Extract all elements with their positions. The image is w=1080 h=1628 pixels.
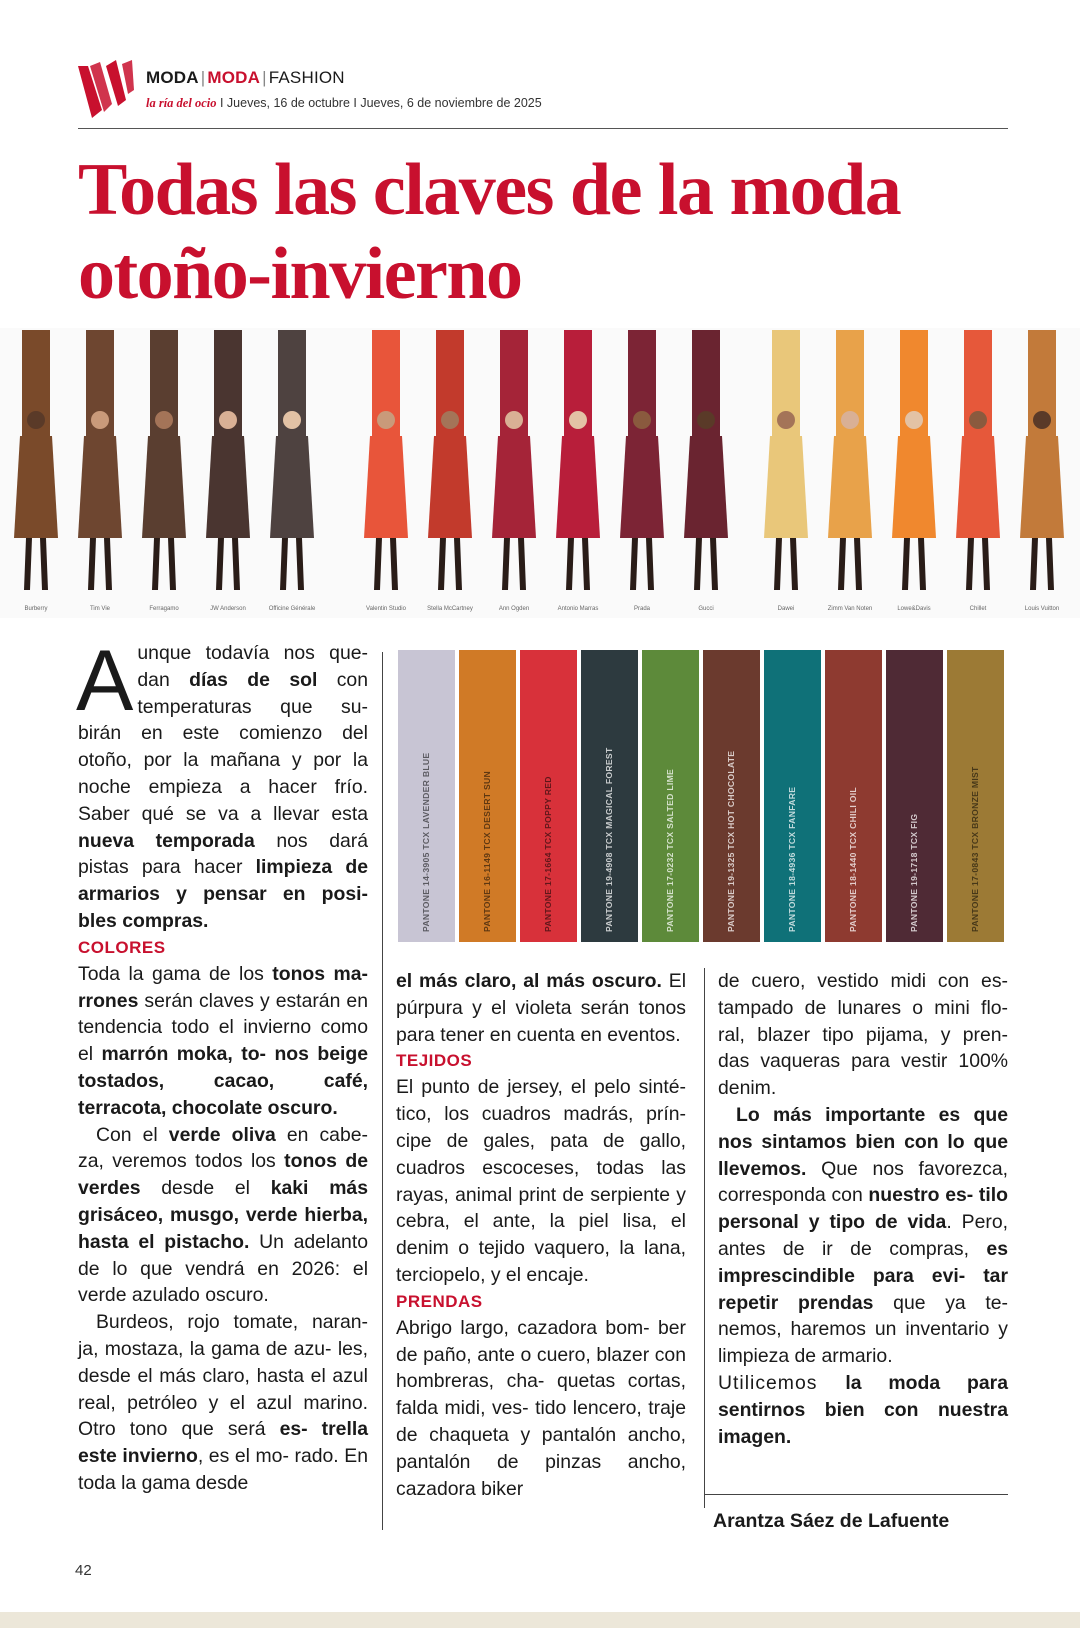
runway-model-figure <box>492 411 536 590</box>
paragraph-purpura <box>396 968 686 1048</box>
title-line-2: otoño-invierno <box>78 233 522 315</box>
pantone-chip <box>398 650 455 942</box>
runway-model-figure <box>828 411 872 590</box>
column-divider-2 <box>704 968 705 1508</box>
pantone-chip <box>764 650 821 942</box>
runway-color-swatch <box>836 330 864 450</box>
paragraph-importante <box>718 1102 1008 1370</box>
header-rule <box>78 128 1008 129</box>
pantone-chip-label: PANTONE 18-4936 TCX FANFARE <box>786 786 797 932</box>
runway-designer-caption: Lowe&Davis <box>897 606 931 612</box>
runway-color-swatch <box>772 330 800 450</box>
runway-illustration <box>0 328 1080 618</box>
pantone-chip-label: PANTONE 19-4908 TCX MAGICAL FOREST <box>603 747 614 932</box>
text-run-bold: kaki más grisáceo, musgo, verde hierba, hasta el pistacho. <box>78 1177 368 1253</box>
runway-color-swatch <box>150 330 178 450</box>
runway-designer-caption: Louis Vuitton <box>1024 606 1060 612</box>
author-byline: Arantza Sáez de Lafuente <box>713 1510 950 1532</box>
page-number: 42 <box>75 1562 92 1579</box>
runway-designer-caption: Dawei <box>777 606 795 612</box>
logo-icon <box>78 60 134 118</box>
article-column-3 <box>718 968 1008 1450</box>
article-column-1 <box>76 633 369 1497</box>
paragraph-prendas-continued: de cuero, vestido midi con es- tampado de lunares o mini flo- ral, blazer tipo pijama, y pren- das vaqueras para vestir 100% denim. <box>718 970 1008 1100</box>
pantone-chip <box>703 650 760 942</box>
runway-color-swatch <box>628 330 656 450</box>
runway-designer-caption: Chillet <box>969 606 987 612</box>
pantone-chip-label: PANTONE 18-1440 TCX CHILI OIL <box>847 787 858 932</box>
paragraph-tejidos: El punto de jersey, el pelo sinté- tico, los cuadros madrás, prín- cipe de gales, pata de gallo, cuadros escoceses, todas las rayas, animal print de serpiente y cebra, el ante, la piel lisa, el denim o tejido vaquero, la lana, terciopelo, y el encaje. <box>396 1076 686 1286</box>
runway-color-swatch <box>436 330 464 450</box>
runway-model-figure <box>684 411 728 590</box>
text-run-bold: es- trella este invierno <box>78 1418 368 1468</box>
runway-color-swatch <box>214 330 242 450</box>
runway-model-figure <box>206 411 250 590</box>
runway-model-figure <box>142 411 186 590</box>
subhead-colores: COLORES <box>78 937 166 957</box>
paragraph-prendas: Abrigo largo, cazadora bom- ber de paño, ante o cuero, blazer con hombreras, cha- quetas cortas, falda midi, ves- tido lencero, traje de chaqueta y pantalón ancho, pantalón de pinzas ancho, cazadora biker <box>396 1316 686 1500</box>
runway-model-figure <box>428 411 472 590</box>
section-header: MODA | MODA | FASHION <box>146 68 345 87</box>
text-run-bold: tonos ma- rrones <box>78 962 368 1012</box>
pantone-chip-label: PANTONE 14-3905 TCX LAVENDER BLUE <box>420 752 431 932</box>
text-run: unque todavía nos que- dan <box>137 642 368 691</box>
runway-designer-caption: Ann Ogden <box>498 606 530 612</box>
paragraph-verdes <box>78 1122 368 1310</box>
brand-name: la ría del ocio <box>146 96 217 110</box>
text-run: Toda la gama de los <box>78 962 273 985</box>
pantone-chip <box>581 650 638 942</box>
text-run-bold: es imprescindible para evi- tar repetir prendas <box>718 1237 1008 1314</box>
runway-designer-caption: Antonio Marras <box>557 606 599 612</box>
paragraph-burdeos <box>78 1309 368 1497</box>
text-run: desde el <box>140 1177 271 1200</box>
text-run-bold: tonos de verdes <box>78 1150 368 1200</box>
text-run: que ya te- nemos, haremos un inventario y limpieza de armario. <box>718 1291 1009 1368</box>
text-run: Utilicemos <box>718 1371 846 1394</box>
subhead-tejidos: TEJIDOS <box>396 1051 473 1071</box>
runway-designer-caption: Zimm Van Noten <box>827 606 873 612</box>
section-label-2: MODA <box>207 68 261 87</box>
page-edge <box>0 1612 1080 1628</box>
title-line-1: Todas las claves de la moda <box>78 149 901 231</box>
runway-model-figure <box>78 411 122 590</box>
runway-designer-caption: Prada <box>633 606 651 612</box>
runway-model-figure <box>764 411 808 590</box>
runway-model-figure <box>270 411 314 590</box>
runway-color-swatch <box>964 330 992 450</box>
paragraph-colores <box>78 961 368 1122</box>
text-run: Un adelanto de lo que vendrá en 2026: el verde azulado oscuro. <box>78 1230 368 1307</box>
pantone-chip-label: PANTONE 17-1664 TCX POPPY RED <box>542 776 553 932</box>
pantone-chip <box>825 650 882 942</box>
runway-color-swatch <box>900 330 928 450</box>
pantone-chip-label: PANTONE 19-1718 TCX FIG <box>908 813 919 932</box>
runway-designer-caption: Ferragamo <box>149 606 179 612</box>
text-run-bold: días de sol <box>189 668 318 691</box>
section-label-1: MODA <box>146 68 199 87</box>
pantone-chip-label: PANTONE 17-0232 TCX SALTED LIME <box>664 768 675 932</box>
runway-designer-caption: Officine Générale <box>268 606 316 612</box>
runway-designer-caption: Valentin Studio <box>366 606 406 612</box>
text-run-bold: verde oliva <box>168 1123 276 1146</box>
subhead-prendas: PRENDAS <box>396 1291 483 1311</box>
runway-photo-strip <box>0 328 1080 618</box>
text-run: serán claves y estarán en tendencia todo el invierno como el <box>78 989 368 1066</box>
column-divider-1 <box>382 652 383 1530</box>
runway-designer-caption: Gucci <box>698 606 714 612</box>
runway-designer-caption: Burberry <box>24 606 48 612</box>
runway-model-figure <box>556 411 600 590</box>
text-run: Burdeos, rojo tomate, naran- ja, mostaza, la gama de azu- les, desde el más claro, hasta el azul real, petróleo y el azul marino. Otro tono que será <box>78 1311 368 1441</box>
text-run-bold: marrón moka, to- nos beige tostados, cacao, café, terracota, chocolate oscuro. <box>78 1043 368 1119</box>
article-column-2 <box>396 968 686 1502</box>
runway-color-swatch <box>1028 330 1056 450</box>
text-run: Con el <box>96 1123 169 1146</box>
runway-color-swatch <box>692 330 720 450</box>
runway-color-swatch <box>22 330 50 450</box>
dropcap: A <box>76 633 134 729</box>
text-run: El púrpura y el violeta serán tonos para tener en cuenta en eventos. <box>396 970 686 1046</box>
article-title <box>78 148 1038 316</box>
pantone-chip-label: PANTONE 16-1149 TCX DESERT SUN <box>481 770 492 932</box>
text-run-bold: el más claro, al más oscuro. <box>396 970 662 992</box>
pantone-color-panel <box>398 650 1008 942</box>
text-run: en cabe- za, veremos todos los <box>78 1123 368 1173</box>
issue-dates: I Jueves, 16 de octubre I Jueves, 6 de noviembre de 2025 <box>219 96 542 110</box>
runway-model-figure <box>14 411 58 590</box>
runway-designer-caption: Tim Vie <box>89 606 111 612</box>
intro-paragraph <box>76 633 369 935</box>
runway-designer-caption: JW Anderson <box>210 606 246 612</box>
pantone-chip <box>520 650 577 942</box>
text-run: . Pero, antes de ir de compras, <box>718 1211 1008 1260</box>
text-run: nos dará pistas para hacer <box>78 829 368 879</box>
text-run: , es el mo- rado. En toda la gama desde <box>78 1445 368 1494</box>
runway-model-figure <box>364 411 408 590</box>
issue-date-line <box>146 96 542 111</box>
pantone-chip <box>642 650 699 942</box>
text-run-bold: nuestro es- tilo personal y tipo de vida <box>718 1184 1008 1234</box>
pantone-chip <box>459 650 516 942</box>
runway-designer-caption: Stella McCartney <box>427 606 473 612</box>
pantone-chip-label: PANTONE 19-1325 TCX HOT CHOCOLATE <box>725 750 736 932</box>
runway-model-figure <box>892 411 936 590</box>
pantone-chip <box>947 650 1004 942</box>
paragraph-conclusion <box>718 1370 1008 1450</box>
runway-model-figure <box>620 411 664 590</box>
text-run-bold: nueva temporada <box>78 829 255 852</box>
runway-color-swatch <box>278 330 306 450</box>
text-run: con temperaturas que su- birán en este comienzo del otoño, por la mañana y por la noche empieza a hacer frío. Saber qué se va a llevar esta <box>78 668 368 825</box>
runway-color-swatch <box>86 330 114 450</box>
section-label-3: FASHION <box>268 68 345 87</box>
pantone-chip <box>886 650 943 942</box>
runway-model-figure <box>1020 411 1064 590</box>
runway-color-swatch <box>372 330 400 450</box>
pantone-chip-label: PANTONE 17-0843 TCX BRONZE MIST <box>969 766 980 932</box>
author-rule <box>704 1494 1008 1495</box>
text-run-bold: limpieza de armarios y pensar en posi- bles compras. <box>78 856 369 932</box>
runway-color-swatch <box>564 330 592 450</box>
runway-model-figure <box>956 411 1000 590</box>
text-run-bold: Lo más importante es que nos sintamos bien con lo que llevemos. <box>718 1104 1008 1180</box>
runway-color-swatch <box>500 330 528 450</box>
text-run: Que nos favorezca, corresponda con <box>718 1157 1008 1207</box>
text-run-bold: la moda para sentirnos bien con nuestra imagen. <box>718 1371 1008 1448</box>
